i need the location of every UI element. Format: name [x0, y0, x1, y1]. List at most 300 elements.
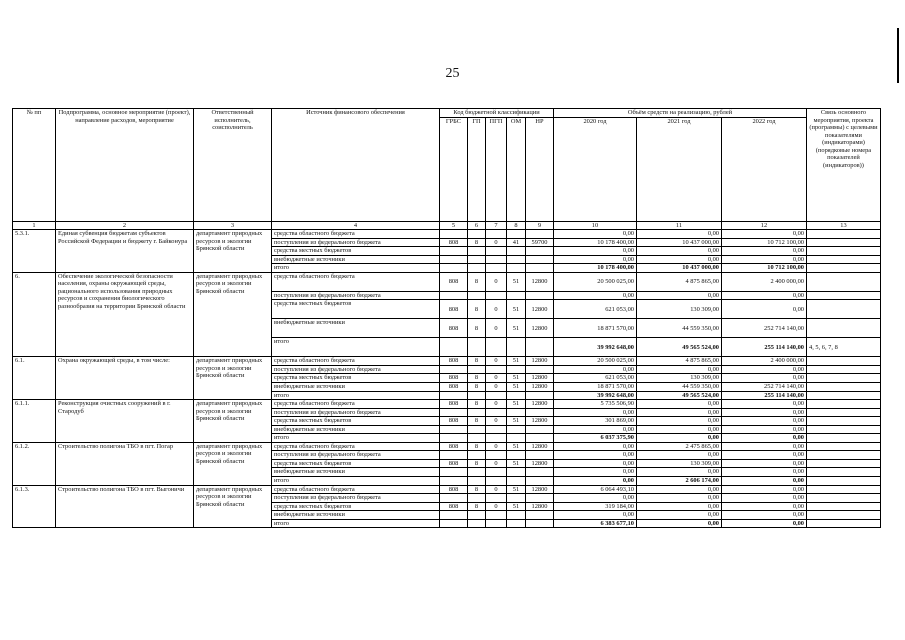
code-cell [468, 230, 486, 239]
code-cell: 808 [440, 374, 468, 383]
code-cell [526, 519, 554, 528]
code-cell [486, 230, 507, 239]
amount-cell: 0,00 [722, 230, 807, 239]
amount-cell: 2 606 174,00 [637, 477, 722, 486]
table-row [13, 442, 881, 451]
code-cell [486, 255, 507, 264]
code-cell [526, 291, 554, 300]
header-grbs: ГРБС [440, 117, 468, 221]
header-program: Подпрограмма, основное мероприятие (проект), направление расходов, мероприятие [56, 109, 194, 222]
source-cell: средства областного бюджета [272, 485, 440, 494]
indicator-link-cell [807, 300, 881, 319]
source-cell: средства областного бюджета [272, 272, 440, 291]
code-cell [486, 519, 507, 528]
code-cell [507, 264, 526, 273]
amount-cell: 252 714 140,00 [722, 383, 807, 392]
column-number: 5 [440, 221, 468, 230]
amount-cell: 0,00 [637, 434, 722, 443]
source-cell: итого [272, 338, 440, 357]
indicator-link-cell [807, 459, 881, 468]
code-cell [507, 365, 526, 374]
code-cell [468, 477, 486, 486]
indicator-link-cell [807, 494, 881, 503]
code-cell [526, 477, 554, 486]
code-cell: 12800 [526, 357, 554, 366]
code-cell: 51 [507, 319, 526, 338]
code-cell: 808 [440, 319, 468, 338]
code-cell [526, 264, 554, 273]
program-name: Единая субвенция бюджетам субъектов Российской Федерации и бюджету г. Байконура [56, 230, 194, 273]
amount-cell: 0,00 [637, 519, 722, 528]
code-cell: 12800 [526, 417, 554, 426]
amount-cell: 44 559 350,00 [637, 319, 722, 338]
amount-cell: 18 871 570,00 [554, 383, 637, 392]
amount-cell: 0,00 [722, 459, 807, 468]
column-number: 13 [807, 221, 881, 230]
code-cell [486, 391, 507, 400]
amount-cell: 18 871 570,00 [554, 319, 637, 338]
code-cell: 0 [486, 485, 507, 494]
code-cell [468, 425, 486, 434]
indicator-link-cell [807, 468, 881, 477]
code-cell: 59700 [526, 238, 554, 247]
amount-cell: 49 565 524,00 [637, 391, 722, 400]
header-om: ОМ [507, 117, 526, 221]
column-number: 12 [722, 221, 807, 230]
code-cell: 12800 [526, 459, 554, 468]
amount-cell: 0,00 [637, 511, 722, 520]
code-cell [440, 468, 468, 477]
code-cell: 8 [468, 400, 486, 409]
amount-cell: 10 712 100,00 [722, 238, 807, 247]
indicator-link-cell [807, 264, 881, 273]
code-cell [440, 255, 468, 264]
amount-cell: 0,00 [554, 291, 637, 300]
amount-cell: 0,00 [722, 468, 807, 477]
amount-cell: 0,00 [722, 365, 807, 374]
amount-cell: 0,00 [637, 494, 722, 503]
source-cell: итого [272, 477, 440, 486]
code-cell [526, 468, 554, 477]
code-cell [507, 230, 526, 239]
amount-cell: 0,00 [554, 425, 637, 434]
code-cell [526, 511, 554, 520]
row-number: 6.1.2. [13, 442, 56, 485]
code-cell: 51 [507, 383, 526, 392]
code-cell: 8 [468, 300, 486, 319]
header-pgp: ПГП [486, 117, 507, 221]
code-cell: 808 [440, 459, 468, 468]
amount-cell: 252 714 140,00 [722, 319, 807, 338]
code-cell [526, 434, 554, 443]
row-number: 6.1.1. [13, 400, 56, 443]
amount-cell: 49 565 524,00 [637, 338, 722, 357]
amount-cell: 0,00 [637, 408, 722, 417]
code-cell [507, 434, 526, 443]
source-cell: поступления из федерального бюджета [272, 451, 440, 460]
indicator-link-cell [807, 417, 881, 426]
amount-cell: 0,00 [554, 442, 637, 451]
code-cell: 0 [486, 417, 507, 426]
code-cell [440, 264, 468, 273]
amount-cell: 0,00 [637, 365, 722, 374]
column-number: 1 [13, 221, 56, 230]
amount-cell: 255 114 140,00 [722, 338, 807, 357]
table-row [13, 485, 881, 494]
source-cell: средства областного бюджета [272, 357, 440, 366]
code-cell [486, 434, 507, 443]
executor-name: департамент природных ресурсов и экологии Брянской области [194, 357, 272, 400]
source-cell: поступления из федерального бюджета [272, 494, 440, 503]
indicator-link-cell [807, 255, 881, 264]
row-number: 6.1. [13, 357, 56, 400]
code-cell [507, 338, 526, 357]
code-cell [440, 391, 468, 400]
code-cell: 808 [440, 357, 468, 366]
page-number: 25 [445, 66, 460, 81]
code-cell: 12800 [526, 272, 554, 291]
code-cell [468, 494, 486, 503]
code-cell: 8 [468, 272, 486, 291]
code-cell: 8 [468, 238, 486, 247]
amount-cell: 4 875 865,00 [637, 272, 722, 291]
indicator-link-cell [807, 425, 881, 434]
code-cell [440, 230, 468, 239]
code-cell [440, 291, 468, 300]
code-cell [507, 291, 526, 300]
code-cell: 0 [486, 400, 507, 409]
header-gp: ГП [468, 117, 486, 221]
amount-cell: 0,00 [722, 247, 807, 256]
code-cell: 51 [507, 357, 526, 366]
amount-cell: 621 053,00 [554, 300, 637, 319]
code-cell [468, 519, 486, 528]
indicator-link-cell [807, 451, 881, 460]
code-cell [507, 477, 526, 486]
executor-name: департамент природных ресурсов и экологии Брянской области [194, 485, 272, 528]
code-cell: 8 [468, 319, 486, 338]
amount-cell: 0,00 [722, 511, 807, 520]
amount-cell: 0,00 [722, 291, 807, 300]
code-cell [526, 494, 554, 503]
program-name: Реконструкция очистных сооружений в г. Стародуб [56, 400, 194, 443]
amount-cell: 130 309,00 [637, 374, 722, 383]
program-name: Обеспечение экологической безопасности населения, охраны окружающей среды, рационального использования природных ресурсов и сохранения биологического разнообразия на территории Брянской области [56, 272, 194, 357]
code-cell [526, 408, 554, 417]
source-cell: итого [272, 434, 440, 443]
code-cell [507, 519, 526, 528]
amount-cell: 0,00 [722, 425, 807, 434]
code-cell [486, 425, 507, 434]
amount-cell: 0,00 [637, 502, 722, 511]
column-number: 11 [637, 221, 722, 230]
code-cell [526, 391, 554, 400]
amount-cell: 0,00 [554, 230, 637, 239]
amount-cell: 0,00 [722, 502, 807, 511]
indicator-link-cell [807, 247, 881, 256]
indicator-link-cell [807, 230, 881, 239]
amount-cell: 0,00 [637, 291, 722, 300]
code-cell: 0 [486, 238, 507, 247]
indicator-link-cell [807, 477, 881, 486]
code-cell: 8 [468, 417, 486, 426]
source-cell: внебюджетные источники [272, 319, 440, 338]
code-cell [526, 365, 554, 374]
code-cell [468, 434, 486, 443]
column-number: 2 [56, 221, 194, 230]
code-cell [526, 247, 554, 256]
code-cell: 51 [507, 374, 526, 383]
code-cell [486, 511, 507, 520]
code-cell [486, 468, 507, 477]
amount-cell: 621 053,00 [554, 374, 637, 383]
code-cell [526, 255, 554, 264]
amount-cell: 0,00 [637, 468, 722, 477]
code-cell: 12800 [526, 485, 554, 494]
amount-cell: 0,00 [722, 477, 807, 486]
budget-table [12, 108, 881, 528]
code-cell [486, 408, 507, 417]
code-cell [468, 468, 486, 477]
code-cell: 0 [486, 502, 507, 511]
code-cell: 8 [468, 485, 486, 494]
header-2022: 2022 год [722, 117, 807, 221]
code-cell: 51 [507, 485, 526, 494]
code-cell: 12800 [526, 300, 554, 319]
amount-cell: 6 037 375,90 [554, 434, 637, 443]
amount-cell: 0,00 [637, 451, 722, 460]
source-cell: средства местных бюджетов [272, 300, 440, 319]
code-cell [486, 494, 507, 503]
amount-cell: 0,00 [554, 494, 637, 503]
code-cell: 51 [507, 417, 526, 426]
program-name: Строительство полигона ТБО в пгт. Погар [56, 442, 194, 485]
column-number: 7 [486, 221, 507, 230]
code-cell [440, 365, 468, 374]
indicator-link-cell [807, 519, 881, 528]
amount-cell: 0,00 [554, 468, 637, 477]
code-cell: 12800 [526, 442, 554, 451]
program-name: Строительство полигона ТБО в пгт. Выгоничи [56, 485, 194, 528]
amount-cell: 0,00 [554, 365, 637, 374]
amount-cell: 20 500 025,00 [554, 357, 637, 366]
code-cell [526, 425, 554, 434]
code-cell: 808 [440, 272, 468, 291]
amount-cell: 0,00 [637, 230, 722, 239]
amount-cell: 44 559 350,00 [637, 383, 722, 392]
code-cell: 41 [507, 238, 526, 247]
indicator-link-cell [807, 365, 881, 374]
indicator-link-cell [807, 485, 881, 494]
code-cell: 12800 [526, 400, 554, 409]
amount-cell: 0,00 [554, 247, 637, 256]
source-cell: средства областного бюджета [272, 400, 440, 409]
table-row [13, 230, 881, 239]
header-no: № пп [13, 109, 56, 222]
source-cell: средства местных бюджетов [272, 417, 440, 426]
table-row [13, 357, 881, 366]
code-cell: 51 [507, 400, 526, 409]
amount-cell: 39 992 648,00 [554, 391, 637, 400]
amount-cell: 2 400 000,00 [722, 272, 807, 291]
code-cell: 808 [440, 300, 468, 319]
code-cell [486, 264, 507, 273]
indicator-link-cell [807, 391, 881, 400]
code-cell [468, 408, 486, 417]
code-cell [507, 425, 526, 434]
column-number: 3 [194, 221, 272, 230]
code-cell: 51 [507, 272, 526, 291]
indicator-link-cell: 4, 5, 6, 7, 8 [807, 338, 881, 357]
code-cell [468, 511, 486, 520]
source-cell: поступления из федерального бюджета [272, 408, 440, 417]
code-cell: 8 [468, 374, 486, 383]
table-row [13, 400, 881, 409]
code-cell [468, 365, 486, 374]
amount-cell: 0,00 [554, 477, 637, 486]
code-cell [468, 264, 486, 273]
code-cell: 8 [468, 357, 486, 366]
code-cell: 0 [486, 319, 507, 338]
amount-cell: 10 178 400,00 [554, 238, 637, 247]
header-2020: 2020 год [554, 117, 637, 221]
executor-name: департамент природных ресурсов и экологии Брянской области [194, 230, 272, 273]
code-cell [507, 255, 526, 264]
amount-cell: 2 475 865,00 [637, 442, 722, 451]
code-cell [486, 477, 507, 486]
indicator-link-cell [807, 442, 881, 451]
indicator-link-cell [807, 511, 881, 520]
code-cell: 808 [440, 485, 468, 494]
code-cell [526, 230, 554, 239]
source-cell: средства местных бюджетов [272, 374, 440, 383]
source-cell: средства областного бюджета [272, 230, 440, 239]
code-cell [486, 365, 507, 374]
code-cell: 8 [468, 442, 486, 451]
source-cell: внебюджетные источники [272, 468, 440, 477]
indicator-link-cell [807, 238, 881, 247]
source-cell: поступления из федерального бюджета [272, 291, 440, 300]
amount-cell: 4 875 865,00 [637, 357, 722, 366]
code-cell [486, 291, 507, 300]
amount-cell: 0,00 [722, 374, 807, 383]
source-cell: средства местных бюджетов [272, 459, 440, 468]
scan-edge-mark [897, 28, 899, 83]
amount-cell: 0,00 [722, 408, 807, 417]
source-cell: внебюджетные источники [272, 425, 440, 434]
column-number: 8 [507, 221, 526, 230]
code-cell: 808 [440, 442, 468, 451]
amount-cell: 0,00 [722, 300, 807, 319]
amount-cell: 0,00 [554, 511, 637, 520]
code-cell [507, 408, 526, 417]
source-cell: внебюджетные источники [272, 255, 440, 264]
code-cell [440, 494, 468, 503]
code-cell: 0 [486, 442, 507, 451]
amount-cell: 0,00 [722, 400, 807, 409]
code-cell [440, 338, 468, 357]
code-cell: 51 [507, 300, 526, 319]
code-cell [440, 511, 468, 520]
code-cell [507, 511, 526, 520]
amount-cell: 6 064 493,10 [554, 485, 637, 494]
amount-cell: 255 114 140,00 [722, 391, 807, 400]
source-cell: итого [272, 264, 440, 273]
code-cell [440, 247, 468, 256]
header-budget-code: Код бюджетной классификации [440, 109, 554, 118]
amount-cell: 301 869,00 [554, 417, 637, 426]
code-cell: 8 [468, 383, 486, 392]
source-cell: средства местных бюджетов [272, 502, 440, 511]
executor-name: департамент природных ресурсов и экологии Брянской области [194, 272, 272, 357]
amount-cell: 20 500 025,00 [554, 272, 637, 291]
code-cell [507, 494, 526, 503]
amount-cell: 319 184,00 [554, 502, 637, 511]
source-cell: итого [272, 391, 440, 400]
code-cell [507, 391, 526, 400]
code-cell [468, 391, 486, 400]
code-cell [507, 247, 526, 256]
header-link: Связь основного мероприятия, проекта (программы) с целевыми показателями (индикаторами) (порядковые номера показателей (индикаторов)) [807, 109, 881, 222]
code-cell: 12800 [526, 319, 554, 338]
column-number-row [13, 221, 881, 230]
code-cell: 808 [440, 417, 468, 426]
amount-cell: 10 178 400,00 [554, 264, 637, 273]
indicator-link-cell [807, 434, 881, 443]
amount-cell: 10 437 000,00 [637, 264, 722, 273]
header-row [13, 109, 881, 118]
indicator-link-cell [807, 374, 881, 383]
indicator-link-cell [807, 319, 881, 338]
column-number: 9 [526, 221, 554, 230]
code-cell: 0 [486, 459, 507, 468]
code-cell: 8 [468, 459, 486, 468]
amount-cell: 0,00 [722, 442, 807, 451]
header-amount: Объём средств на реализацию, рублей [554, 109, 807, 118]
column-number: 6 [468, 221, 486, 230]
indicator-link-cell [807, 400, 881, 409]
code-cell [468, 255, 486, 264]
code-cell: 808 [440, 383, 468, 392]
amount-cell: 130 309,00 [637, 300, 722, 319]
code-cell [486, 451, 507, 460]
amount-cell: 0,00 [637, 255, 722, 264]
code-cell [468, 291, 486, 300]
row-number: 6. [13, 272, 56, 357]
amount-cell: 10 437 000,00 [637, 238, 722, 247]
header-source: Источник финансового обеспечения [272, 109, 440, 222]
amount-cell: 0,00 [722, 519, 807, 528]
amount-cell: 0,00 [554, 451, 637, 460]
code-cell [468, 247, 486, 256]
code-cell: 51 [507, 442, 526, 451]
code-cell [526, 451, 554, 460]
code-cell: 808 [440, 400, 468, 409]
amount-cell: 0,00 [722, 417, 807, 426]
code-cell: 808 [440, 502, 468, 511]
source-cell: внебюджетные источники [272, 383, 440, 392]
amount-cell: 2 400 000,00 [722, 357, 807, 366]
source-cell: поступления из федерального бюджета [272, 238, 440, 247]
amount-cell: 0,00 [722, 434, 807, 443]
code-cell: 0 [486, 300, 507, 319]
amount-cell: 0,00 [722, 451, 807, 460]
indicator-link-cell [807, 502, 881, 511]
header-executor: Ответственный исполнитель, соисполнитель [194, 109, 272, 222]
code-cell: 12800 [526, 374, 554, 383]
indicator-link-cell [807, 383, 881, 392]
code-cell: 51 [507, 459, 526, 468]
